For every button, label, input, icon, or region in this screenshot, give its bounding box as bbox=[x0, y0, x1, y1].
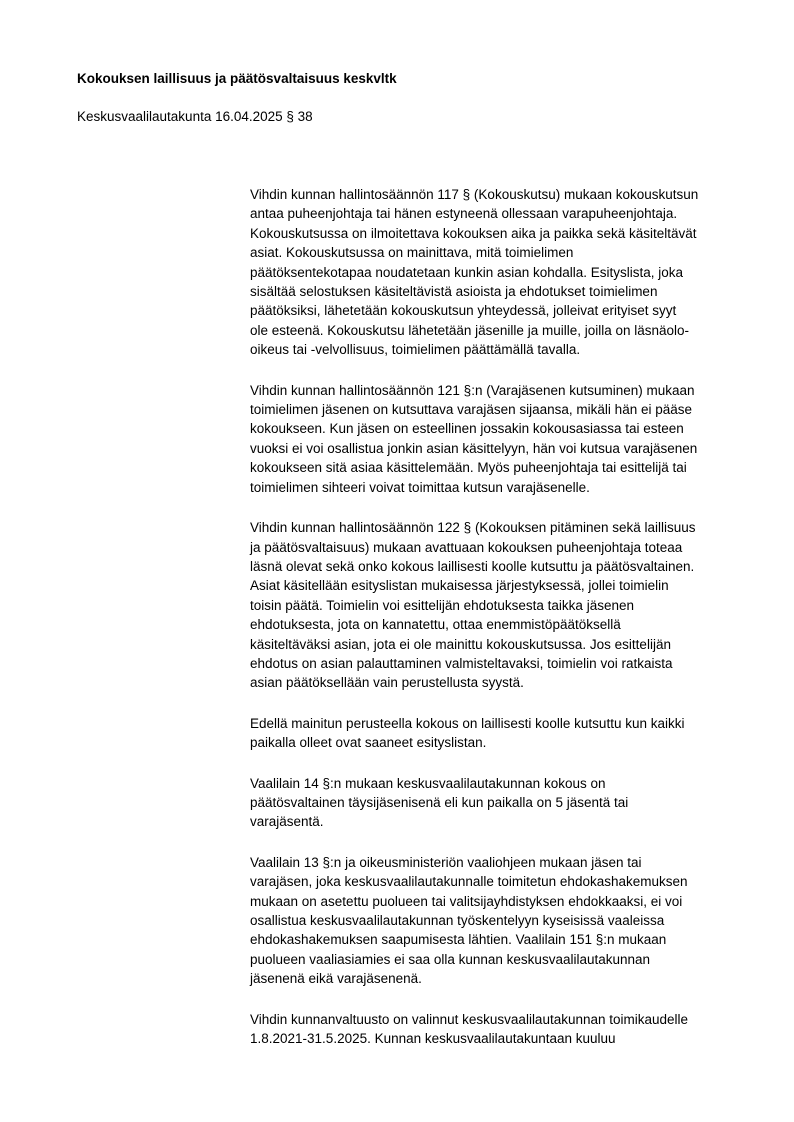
paragraph-line: paikalla olleet ovat saaneet esityslistan. bbox=[250, 735, 487, 751]
document-body bbox=[250, 185, 750, 1069]
paragraph-line: käsiteltäväksi asian, jota ei ole mainittu kokouskutsussa. Jos esittelijän bbox=[250, 636, 671, 652]
meeting-reference: Keskusvaalilautakunta 16.04.2025 § 38 bbox=[77, 109, 313, 124]
paragraph-line: asian päätöksellään vain perustellusta syystä. bbox=[250, 675, 524, 691]
paragraph-line: vuoksi ei voi osallistua jonkin asian käsittelyyn, hän voi kutsua varajäsenen bbox=[250, 440, 698, 456]
paragraph-line: mukaan on asetettu puolueen tai valitsijayhdistyksen ehdokkaaksi, ei voi bbox=[250, 893, 683, 909]
paragraph-line: varajäsen, joka keskusvaalilautakunnalle toimitetun ehdokashakemuksen bbox=[250, 874, 688, 890]
document-title: Kokouksen laillisuus ja päätösvaltaisuus keskvltk bbox=[77, 71, 397, 86]
paragraph-line: päätöksentekotapaa noudatetaan kunkin asian kohdalla. Esityslista, joka bbox=[250, 264, 684, 280]
paragraph-line: toimielimen jäsenen on kutsuttava varajäsen sijaansa, mikäli hän ei pääse bbox=[250, 402, 692, 418]
paragraph-line: Vihdin kunnanvaltuusto on valinnut keskusvaalilautakunnan toimikaudelle bbox=[250, 1011, 689, 1027]
paragraph-line: läsnä olevat sekä onko kokous laillisesti koolle kutsuttu ja päätösvaltainen. bbox=[250, 558, 695, 574]
paragraph-line: Edellä mainitun perusteella kokous on laillisesti koolle kutsuttu kun kaikki bbox=[250, 715, 685, 731]
paragraph-line: Vaalilain 14 §:n mukaan keskusvaalilautakunnan kokous on bbox=[250, 775, 606, 791]
paragraph-line: 1.8.2021-31.5.2025. Kunnan keskusvaalilautakuntaan kuuluu bbox=[250, 1031, 616, 1047]
paragraph-line: osallistua keskusvaalilautakunnan työskentelyyn kyseisissä vaaleissa bbox=[250, 913, 665, 928]
paragraph-laillisuus bbox=[250, 714, 750, 753]
paragraph-line: jäsenenä eikä varajäsenenä. bbox=[250, 971, 422, 987]
paragraph-line: sisältää selostuksen käsiteltävistä asioista ja ehdotukset toimielimen bbox=[250, 284, 658, 300]
paragraph-line: ehdotuksesta, jota on kannatettu, ottaa enemmistöpäätöksellä bbox=[250, 617, 621, 633]
paragraph-toimikausi bbox=[250, 1010, 750, 1049]
paragraph-vaalilaki-14 bbox=[250, 774, 750, 832]
paragraph-kokouksen-pitaminen bbox=[250, 518, 750, 693]
paragraph-line: Vihdin kunnan hallintosäännön 121 §:n (Varajäsenen kutsuminen) mukaan bbox=[250, 382, 695, 398]
paragraph-line: Vaalilain 13 §:n ja oikeusministeriön vaaliohjeen mukaan jäsen tai bbox=[250, 854, 642, 870]
paragraph-varajasen bbox=[250, 381, 750, 497]
paragraph-line: päätösvaltainen täysijäsenisenä eli kun paikalla on 5 jäsentä tai bbox=[250, 794, 629, 810]
paragraph-line: päätöksiksi, lähetetään kokouskutsun yhteydessä, jolleivat erityiset syyt bbox=[250, 303, 677, 319]
paragraph-line: oikeus tai -velvollisuus, toimielimen päättämällä tavalla. bbox=[250, 342, 581, 358]
paragraph-line: kokoukseen sitä asiaa käsittelemään. Myös puheenjohtaja tai esittelijä tai bbox=[250, 460, 687, 476]
paragraph-line: antaa puheenjohtaja tai hänen estyneenä ollessaan varapuheenjohtaja. bbox=[250, 206, 678, 222]
paragraph-line: Kokouskutsussa on ilmoitettava kokouksen aika ja paikka sekä käsiteltävät bbox=[250, 225, 697, 241]
paragraph-line: kokoukseen. Kun jäsen on esteellinen jossakin kokousasiassa tai esteen bbox=[250, 421, 684, 437]
paragraph-line: toimielimen sihteeri voivat toimittaa kutsun varajäsenelle. bbox=[250, 479, 590, 495]
paragraph-vaalilaki-13 bbox=[250, 853, 750, 989]
paragraph-line: asiat. Kokouskutsussa on mainittava, mitä toimielimen bbox=[250, 245, 574, 261]
paragraph-line: Vihdin kunnan hallintosäännön 122 § (Kokouksen pitäminen sekä laillisuus bbox=[250, 520, 696, 536]
paragraph-line: ehdotus on asian palauttaminen valmisteltavaksi, toimielin voi ratkaista bbox=[250, 655, 673, 671]
paragraph-line: ehdokashakemuksen saapumisesta lähtien. Vaalilain 151 §:n mukaan bbox=[250, 932, 667, 948]
paragraph-kokouskutsu bbox=[250, 185, 750, 360]
paragraph-line: varajäsentä. bbox=[250, 814, 324, 830]
paragraph-line: puolueen vaaliasiamies ei saa olla kunnan keskusvaalilautakunnan bbox=[250, 951, 651, 967]
paragraph-line: ja päätösvaltaisuus) mukaan avattuaan kokouksen puheenjohtaja toteaa bbox=[250, 539, 683, 555]
paragraph-line: Vihdin kunnan hallintosäännön 117 § (Kokouskutsu) mukaan kokouskutsun bbox=[250, 187, 699, 202]
paragraph-line: ole esteenä. Kokouskutsu lähetetään jäsenille ja muille, joilla on läsnäolo- bbox=[250, 322, 690, 338]
paragraph-line: Asiat käsitellään esityslistan mukaisessa järjestyksessä, jollei toimielin bbox=[250, 578, 669, 594]
paragraph-line: toisin päätä. Toimielin voi esittelijän ehdotuksesta taikka jäsenen bbox=[250, 597, 634, 613]
